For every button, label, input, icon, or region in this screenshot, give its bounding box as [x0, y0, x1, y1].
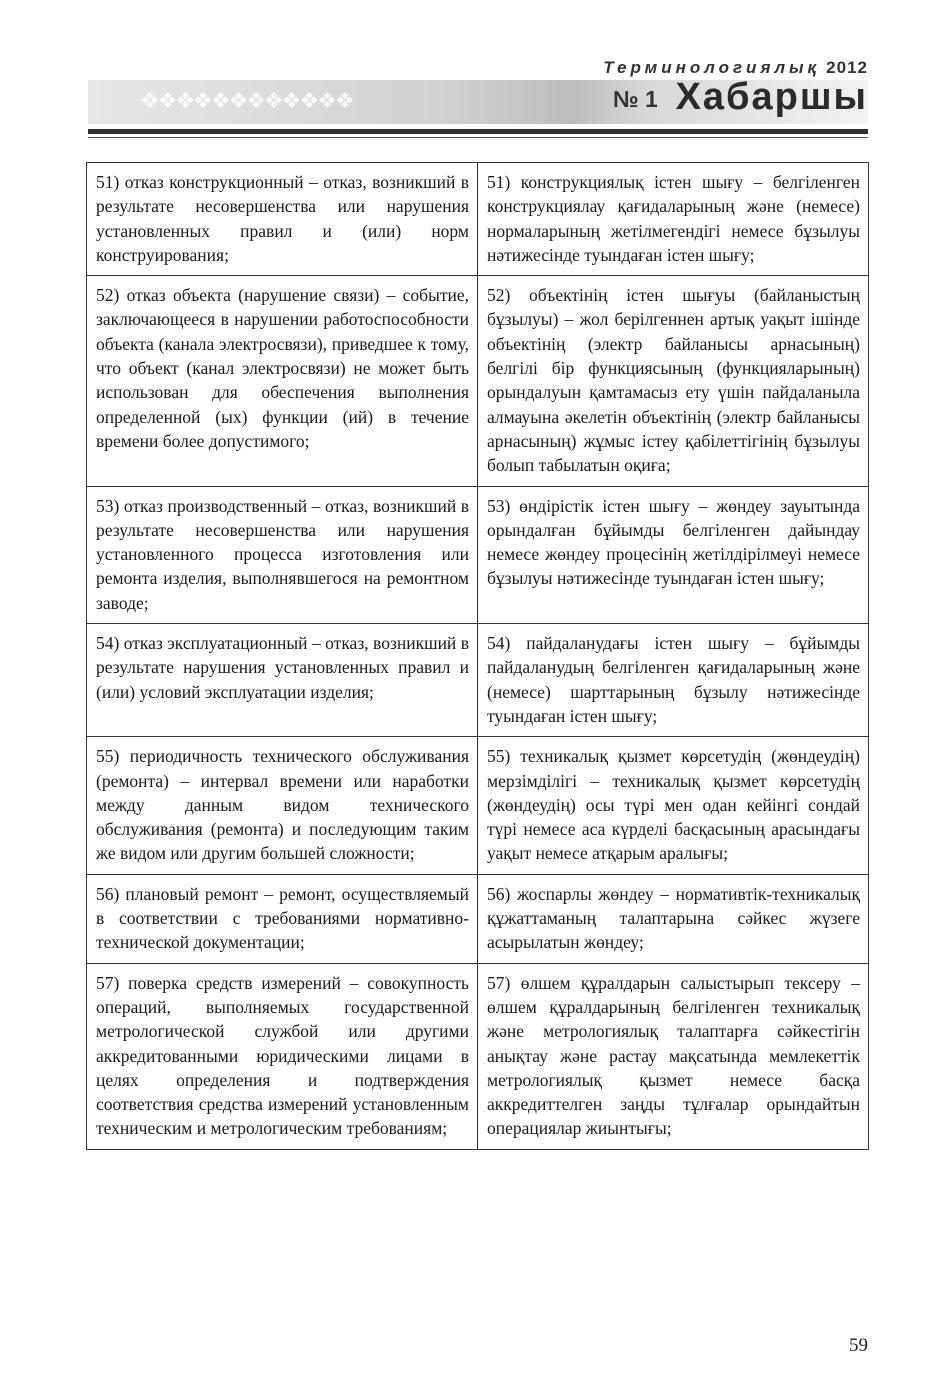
- issue-number: № 1: [613, 86, 658, 112]
- term-ru: 57) поверка средств измерений – совокупность операций, выполняемых государственной метрологической службой или другими аккредитованными юридическими лицами в целях определения и подтверждения соответствия средства измерений установленным техническим и метрологическим требованиям;: [87, 963, 478, 1149]
- table-row: [87, 486, 869, 623]
- page-number: 59: [849, 1335, 868, 1356]
- term-ru: 51) отказ конструкционный – отказ, возникший в результате несовершенства или нарушения установленных правил и (или) норм конструирования;: [87, 163, 478, 276]
- table-row: [87, 737, 869, 874]
- term-ru: 52) отказ объекта (нарушение связи) – событие, заключающееся в нарушении работоспособности объекта (канала электросвязи), приведшее к тому, что объект (канал электросвязи) не может быть использован для обеспечения выполнения определенной (ых) функции (ий) в течение времени более допустимого;: [87, 276, 478, 486]
- term-kz: 56) жоспарлы жөндеу – нормативтік-техникалық құжаттаманың талаптарына сәйкес жүзеге асырылатын жөндеу;: [478, 874, 869, 963]
- table-row: [87, 874, 869, 963]
- term-ru: 54) отказ эксплуатационный – отказ, возникший в результате нарушения установленных правил и (или) условий эксплуатации изделия;: [87, 624, 478, 737]
- terms-table: [86, 162, 869, 1150]
- term-kz: 54) пайдаланудағы істен шығу – бұйымды пайдаланудың белгіленген қағидаларының және (немесе) шарттарының бұзылу нәтижесінде туындаған істен шығу;: [478, 624, 869, 737]
- term-ru: 56) плановый ремонт – ремонт, осуществляемый в соответствии с требованиями нормативно-технической документации;: [87, 874, 478, 963]
- term-kz: 53) өндірістік істен шығу – жөндеу зауытында орындалған бұйымды белгіленген дайындау немесе жөндеу процесінің жетілдірілмеуі немесе бұзылуы нәтижесінде туындаған істен шығу;: [478, 486, 869, 623]
- term-ru: 55) периодичность технического обслуживания (ремонта) – интервал времени или наработки между данным видом технического обслуживания (ремонта) и последующим таким же видом или другим большей сложности;: [87, 737, 478, 874]
- term-kz: 52) объектінің істен шығуы (байланыстың бұзылуы) – жол берілгеннен артық уақыт ішінде объектінің (электр байланысы арнасының) белгілі бір функциясының (функцияларының) орындалуын қамтамасыз ету үшін пайдаланыла алмауына әкелетін объектінің (электр байланысы арнасының) жұмыс істеу қабілеттігінің бұзылуы болып табылатын оқиға;: [478, 276, 869, 486]
- table-row: [87, 963, 869, 1149]
- header-rule-thick: [88, 129, 868, 134]
- term-kz: 51) конструкциялық істен шығу – белгіленген конструкциялау қағидаларының және (немесе) нормаларының жетілмегендігі немесе бұзылуы нәтижесінде туындаған істен шығу;: [478, 163, 869, 276]
- ornament-pattern: ❖❖❖❖❖❖❖❖❖❖❖❖: [140, 89, 353, 114]
- term-kz: 57) өлшем құралдарын салыстырып тексеру – өлшем құралдарының белгіленген техникалық және метрологиялық талаптарға сәйкестігін анықтау және растау мақсатында мемлекеттік метрологиялық қызмет немесе басқа аккредиттелген заңды тұлғалар орындайтын операциялар жиынтығы;: [478, 963, 869, 1149]
- journal-title: Хабаршы: [675, 76, 868, 118]
- journal-year: 2012: [826, 58, 868, 77]
- header-rule-thin: [88, 137, 868, 138]
- table-row: [87, 624, 869, 737]
- table-row: [87, 163, 869, 276]
- term-ru: 53) отказ производственный – отказ, возникший в результате несовершенства или нарушения установленного процесса изготовления или ремонта изделия, выполнявшегося на ремонтном заводе;: [87, 486, 478, 623]
- journal-subtitle: [603, 58, 868, 78]
- table-row: [87, 276, 869, 486]
- term-kz: 55) техникалық қызмет көрсетудің (жөндеудің) мерзімділігі – техникалық қызмет көрсетудің (жөндеудің) осы түрі мен одан кейінгі сондай түрі немесе аса күрделі басқасының арасындағы уақыт немесе атқарым аралығы;: [478, 737, 869, 874]
- journal-small-title: Терминологиялық: [603, 58, 821, 77]
